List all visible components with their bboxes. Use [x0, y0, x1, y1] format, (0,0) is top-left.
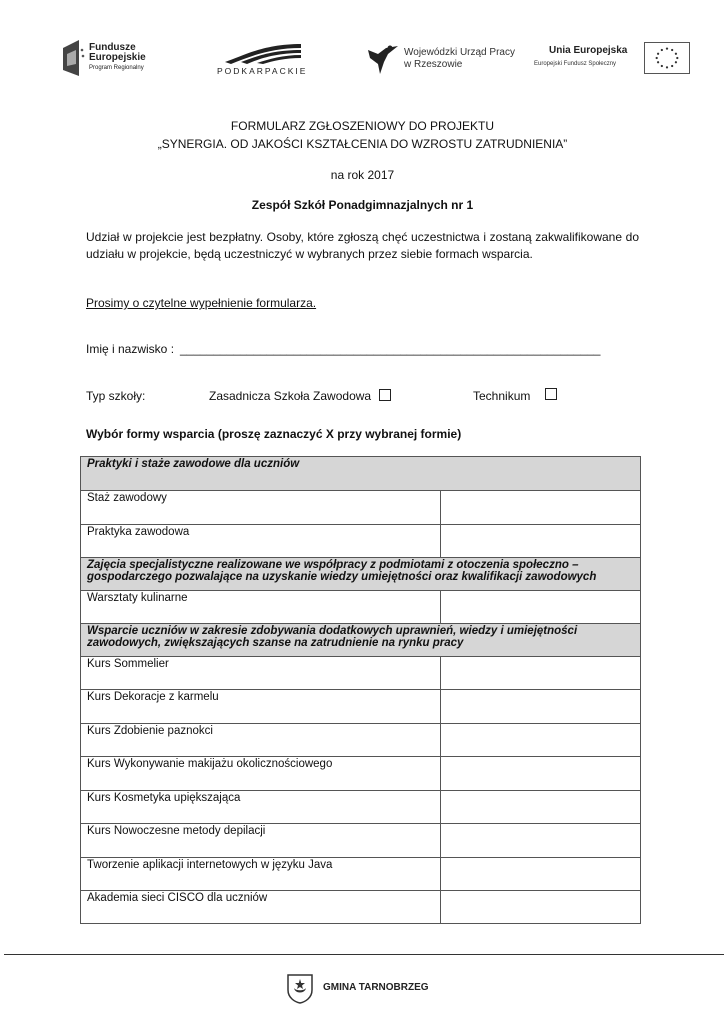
table-row [81, 724, 641, 757]
table-section-header [81, 457, 641, 491]
row-mark-cell[interactable] [441, 491, 641, 525]
selection-heading: Wybór formy wsparcia (proszę zaznaczyć X przy wybranej formie) [86, 427, 462, 441]
table-row [81, 525, 641, 558]
school-type-label: Typ szkoły: [86, 389, 146, 403]
logo-podkarpackie-text: PODKARPACKIE [217, 66, 308, 76]
logo-unia-europejska [532, 42, 692, 78]
name-field-label: Imię i nazwisko : [86, 342, 175, 356]
row-mark-cell[interactable] [441, 891, 641, 924]
row-mark-cell[interactable] [441, 724, 641, 757]
support-form-table [80, 456, 641, 924]
logo-ue-line1: Unia Europejska [549, 45, 628, 56]
row-label: Kurs Sommelier [81, 657, 441, 690]
row-mark-cell[interactable] [441, 824, 641, 858]
section3-header: Wsparcie uczniów w zakresie zdobywania dodatkowych uprawnień, wiedzy i umiejętności zawodowych, zwiększających szanse na zatrudnienie na rynku pracy [81, 624, 641, 657]
podkarpackie-wave-icon [223, 42, 303, 64]
eu-flag-icon [644, 42, 690, 74]
logo-fe-line1: Fundusze [89, 42, 136, 53]
row-mark-cell[interactable] [441, 690, 641, 724]
logo-fundusze-europejskie [63, 40, 163, 80]
wup-figure-icon [366, 42, 400, 76]
gmina-crest-icon [287, 974, 313, 1004]
logo-gmina-tarnobrzeg [287, 974, 457, 1004]
logo-ue-line2: Europejski Fundusz Społeczny [534, 61, 617, 67]
logo-podkarpackie [213, 42, 317, 78]
school-type-option2-label: Technikum [473, 389, 531, 403]
logo-fe-line2: Europejskie [89, 52, 146, 63]
table-row [81, 891, 641, 924]
row-mark-cell[interactable] [441, 657, 641, 690]
logo-fe-line3: Program Regionalny [89, 65, 144, 71]
table-row [81, 657, 641, 690]
logo-wup-line1: Wojewódzki Urząd Pracy [404, 47, 515, 58]
table-row [81, 690, 641, 724]
row-mark-cell[interactable] [441, 591, 641, 624]
intro-paragraph: Udział w projekcie jest bezpłatny. Osoby, które zgłoszą chęć uczestnictwa i zostaną zakwalifikowane do udziału w projekcie, będą uczestniczyć w wybranych przez siebie formach wsparcia. [86, 230, 639, 261]
table-section-header [81, 624, 641, 657]
row-label: Kurs Zdobienie paznokci [81, 724, 441, 757]
row-label: Warsztaty kulinarne [81, 591, 441, 624]
table-row [81, 858, 641, 891]
row-label: Praktyka zawodowa [81, 525, 441, 558]
name-field-blank[interactable]: _______________________________________________________________ [180, 342, 601, 356]
form-title-line2: „SYNERGIA. OD JAKOŚCI KSZTAŁCENIA DO WZROSTU ZATRUDNIENIA” [157, 137, 568, 151]
form-year: na rok 2017 [330, 168, 395, 182]
technikum-checkbox[interactable] [545, 388, 557, 400]
row-label: Staż zawodowy [81, 491, 441, 525]
table-row [81, 791, 641, 824]
row-label: Kurs Kosmetyka upiększająca [81, 791, 441, 824]
row-label: Tworzenie aplikacji internetowych w języku Java [81, 858, 441, 891]
table-row [81, 824, 641, 858]
gmina-text: GMINA TARNOBRZEG [323, 982, 429, 993]
fundusze-europejskie-logo-icon [63, 40, 85, 76]
row-label: Akademia sieci CISCO dla uczniów [81, 891, 441, 924]
logo-wup-line2: w Rzeszowie [404, 59, 463, 70]
table-row [81, 757, 641, 791]
row-label: Kurs Wykonywanie makijażu okolicznościowego [81, 757, 441, 791]
row-mark-cell[interactable] [441, 858, 641, 891]
zsz-checkbox[interactable] [379, 389, 391, 401]
table-row [81, 491, 641, 525]
table-section-header [81, 558, 641, 591]
logo-wup-rzeszow [366, 42, 526, 78]
row-mark-cell[interactable] [441, 757, 641, 791]
school-name: Zespół Szkół Ponadgimnazjalnych nr 1 [251, 198, 474, 212]
form-title-line1: FORMULARZ ZGŁOSZENIOWY DO PROJEKTU [230, 119, 495, 133]
school-type-option1-label: Zasadnicza Szkoła Zawodowa [209, 389, 372, 403]
section2-header: Zajęcia specjalistyczne realizowane we współpracy z podmiotami z otoczenia społeczno – gospodarczego pozwalające na uzyskanie wiedzy umiejętności oraz kwalifikacji zawodowych [81, 558, 641, 591]
footer-divider [4, 954, 724, 955]
row-label: Kurs Dekoracje z karmelu [81, 690, 441, 724]
table-row [81, 591, 641, 624]
request-note: Prosimy o czytelne wypełnienie formularza. [86, 296, 317, 310]
row-mark-cell[interactable] [441, 791, 641, 824]
row-mark-cell[interactable] [441, 525, 641, 558]
row-label: Kurs Nowoczesne metody depilacji [81, 824, 441, 858]
section1-header: Praktyki i staże zawodowe dla uczniów [81, 457, 641, 491]
